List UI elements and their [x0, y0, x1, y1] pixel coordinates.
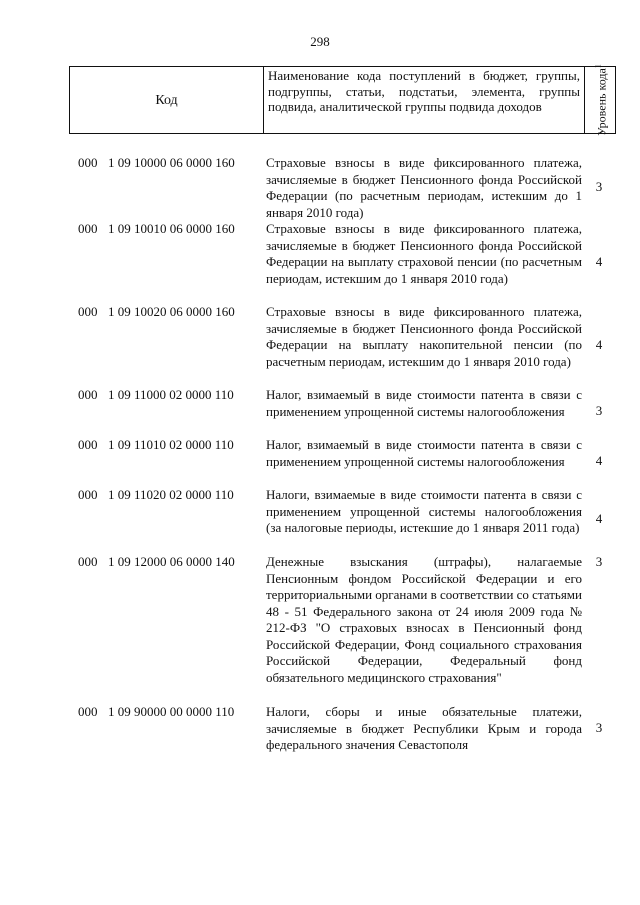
code-level: 3	[595, 554, 603, 569]
revenue-name: Страховые взносы в виде фиксированного платежа, зачисляемые в бюджет Пенсионного фонда Российской Федерации (по расчетным периодам, истекшим до 1 января 2010 года)	[266, 155, 582, 220]
revenue-name: Денежные взыскания (штрафы), налагаемые Пенсионным фондом Российской Федерации и его территориальными органами в соответствии со статьями 48 - 51 Федерального закона от 24 июля 2009 года № 212-ФЗ "О страховых взносах в Пенсионный фонд Российской Федерации, Фонд социального страхования Российской Федерации, Федеральный фонд обязательного медицинского страхования"	[266, 554, 582, 685]
admin-code: 000	[78, 437, 98, 452]
code-level: 3	[595, 720, 603, 735]
code-level: 4	[595, 453, 603, 468]
revenue-name: Налог, взимаемый в виде стоимости патента в связи с применением упрощенной системы налогообложения	[266, 437, 582, 469]
code-level: 4	[595, 254, 603, 269]
header-name-cell: Наименование кода поступлений в бюджет, группы, подгруппы, статьи, подстатьи, элемента, группы подвида, аналитической группы подвида доходов	[264, 67, 585, 133]
code-level: 4	[595, 511, 603, 526]
code-level: 3	[595, 179, 603, 194]
admin-code: 000	[78, 155, 98, 170]
header-code-label: Код	[155, 93, 178, 108]
revenue-name: Страховые взносы в виде фиксированного платежа, зачисляемые в бюджет Пенсионного фонда Российской Федерации на выплату страховой пенсии (по расчетным периодам, истекшим до 1 января 2010 года)	[266, 221, 582, 286]
admin-code: 000	[78, 387, 98, 402]
revenue-code: 1 09 10000 06 0000 160	[108, 155, 235, 170]
admin-code: 000	[78, 554, 98, 569]
revenue-name: Налог, взимаемый в виде стоимости патента в связи с применением упрощенной системы налогообложения	[266, 387, 582, 419]
revenue-code: 1 09 12000 06 0000 140	[108, 554, 235, 569]
admin-code: 000	[78, 221, 98, 236]
revenue-code: 1 09 10020 06 0000 160	[108, 304, 235, 319]
revenue-name: Страховые взносы в виде фиксированного платежа, зачисляемые в бюджет Пенсионного фонда Российской Федерации на выплату накопительной пенсии (по расчетным периодам, истекшим до 1 января 2010 года)	[266, 304, 582, 369]
admin-code: 000	[78, 704, 98, 719]
admin-code: 000	[78, 487, 98, 502]
revenue-code: 1 09 11010 02 0000 110	[108, 437, 234, 452]
revenue-name: Налоги, сборы и иные обязательные платежи, зачисляемые в бюджет Республики Крым и города федерального значения Севастополя	[266, 704, 582, 752]
admin-code: 000	[78, 304, 98, 319]
code-level: 3	[595, 403, 603, 418]
header-level-text: Уровень кода	[594, 68, 609, 136]
revenue-code: 1 09 11000 02 0000 110	[108, 387, 234, 402]
header-level-footnote: 1	[593, 64, 603, 69]
page-number: 298	[310, 34, 330, 49]
revenue-code: 1 09 90000 00 0000 110	[108, 704, 235, 719]
revenue-code: 1 09 11020 02 0000 110	[108, 487, 234, 502]
code-level: 4	[595, 337, 603, 352]
revenue-code: 1 09 10010 06 0000 160	[108, 221, 235, 236]
revenue-name: Налоги, взимаемые в виде стоимости патента в связи с применением упрощенной системы налогообложения (за налоговые периоды, истекшие до 1 января 2011 года)	[266, 487, 582, 535]
